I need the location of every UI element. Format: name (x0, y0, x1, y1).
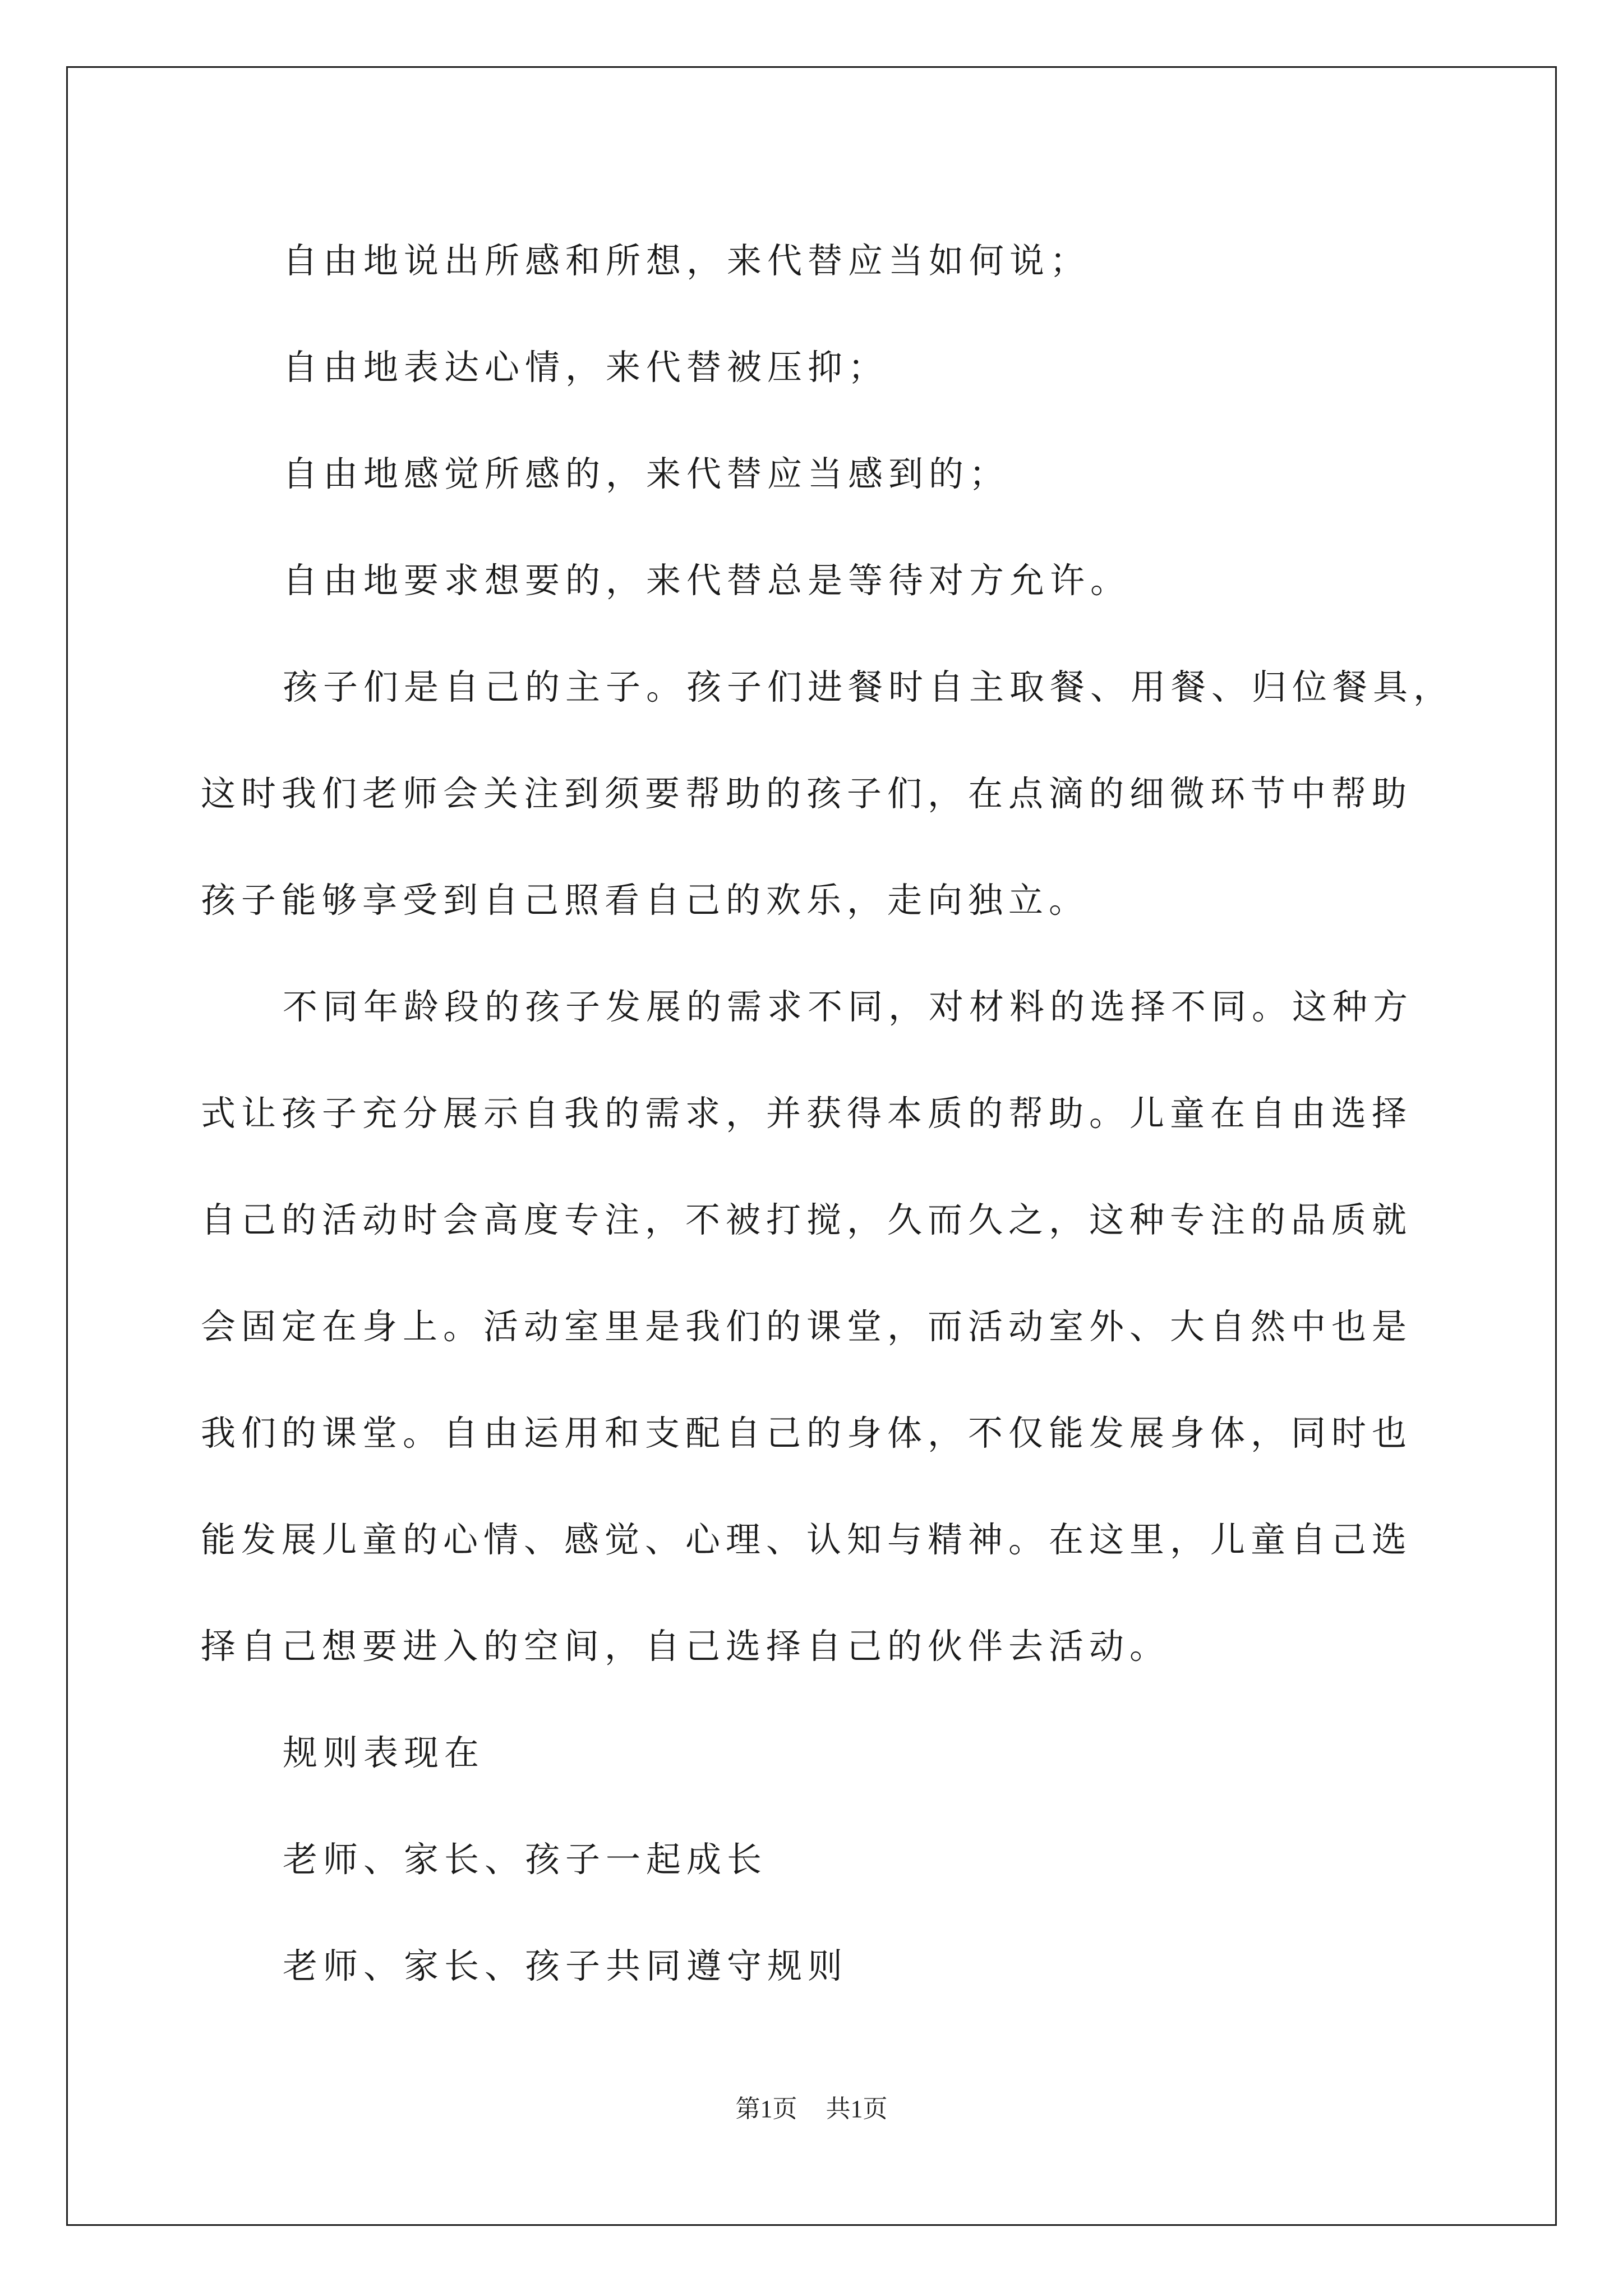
text-line: 规则表现在 (283, 1732, 485, 1773)
text-line: 自由地表达心情，来代替被压抑； (283, 347, 889, 388)
text-line: 老师、家长、孩子共同遵守规则 (283, 1945, 849, 1986)
text-line: 自由地要求想要的，来代替总是等待对方允许。 (283, 560, 1131, 601)
text-line: 自由地感觉所感的，来代替应当感到的； (283, 453, 1010, 494)
text-line: 我们的课堂。自由运用和支配自己的身体，不仅能发展身体，同时也 (201, 1412, 1413, 1453)
page-number: 第1页 (735, 2095, 797, 2123)
page-total: 共1页 (826, 2095, 888, 2123)
page-footer (0, 2088, 1623, 2124)
text-line: 自己的活动时会高度专注，不被打搅，久而久之，这种专注的品质就 (201, 1199, 1413, 1240)
text-line: 老师、家长、孩子一起成长 (283, 1839, 768, 1880)
text-line: 孩子能够享受到自己照看自己的欢乐，走向独立。 (201, 880, 1090, 921)
text-line: 这时我们老师会关注到须要帮助的孩子们，在点滴的细微环节中帮助 (201, 773, 1413, 814)
text-line: 择自己想要进入的空间，自己选择自己的伙伴去活动。 (201, 1626, 1170, 1667)
text-line: 孩子们是自己的主子。孩子们进餐时自主取餐、用餐、归位餐具， (283, 666, 1454, 707)
text-line: 式让孩子充分展示自我的需求，并获得本质的帮助。儿童在自由选择 (201, 1093, 1413, 1134)
text-line: 会固定在身上。活动室里是我们的课堂，而活动室外、大自然中也是 (201, 1306, 1413, 1347)
document-body (201, 208, 1454, 2019)
text-line: 自由地说出所感和所想，来代替应当如何说； (283, 240, 1091, 281)
text-line: 不同年龄段的孩子发展的需求不同，对材料的选择不同。这种方 (283, 986, 1414, 1027)
text-line: 能发展儿童的心情、感觉、心理、认知与精神。在这里，儿童自己选 (201, 1519, 1413, 1560)
